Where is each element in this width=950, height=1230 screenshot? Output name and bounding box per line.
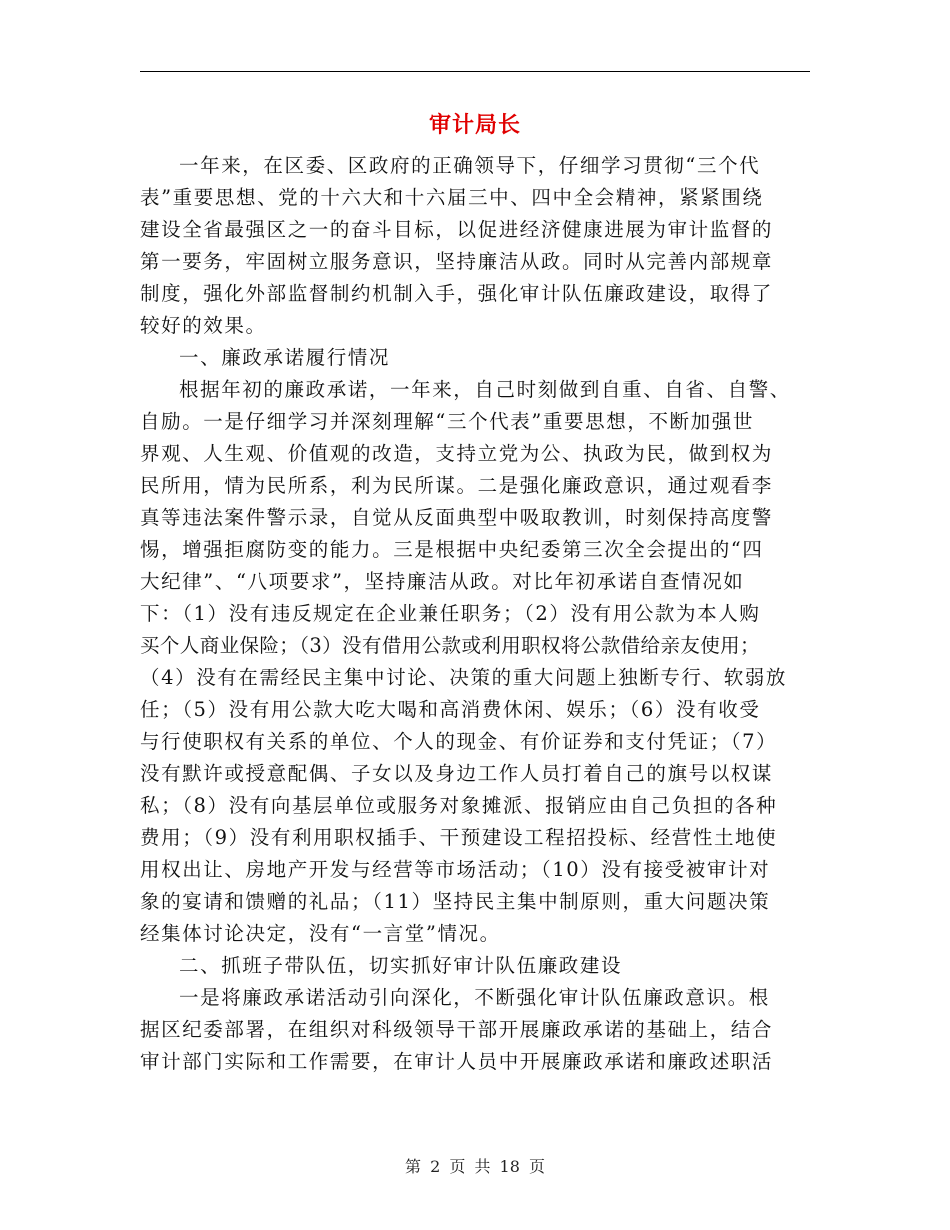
paragraph-line: 审计部门实际和工作需要，在审计人员中开展廉政承诺和廉政述职活	[140, 1050, 774, 1073]
paragraph-line: 建设全省最强区之一的奋斗目标，以促进经济健康进展为审计监督的	[140, 218, 774, 241]
section-heading: 二、抓班子带队伍，切实抓好审计队伍廉政建设	[179, 954, 623, 977]
page-number: 第 2 页 共 18 页	[405, 1157, 545, 1176]
paragraph-line: 较好的效果。	[140, 314, 267, 337]
paragraph-line: 惕，增强拒腐防变的能力。三是根据中央纪委第三次全会提出的“四	[140, 538, 764, 561]
section-heading: 一、廉政承诺履行情况	[179, 346, 391, 369]
paragraph-line: 民所用，情为民所系，利为民所谋。二是强化廉政意识，通过观看李	[140, 474, 774, 497]
paragraph-line: 象的宴请和馈赠的礼品；（11）坚持民主集中制原则，重大问题决策	[140, 890, 771, 913]
paragraph-line: 与行使职权有关系的单位、个人的现金、有价证券和支付凭证；（7）	[140, 730, 778, 753]
paragraph-line: 表”重要思想、党的十六大和十六届三中、四中全会精神，紧紧围绕	[140, 186, 764, 209]
paragraph-line: 一是将廉政承诺活动引向深化，不断强化审计队伍廉政意识。根	[179, 986, 770, 1009]
header-rule	[140, 71, 810, 72]
document-body	[140, 150, 810, 1078]
paragraph-line: 没有默许或授意配偶、子女以及身边工作人员打着自己的旗号以权谋	[140, 762, 774, 785]
paragraph-line: 下：（1）没有违反规定在企业兼任职务；（2）没有用公款为本人购	[140, 602, 761, 625]
paragraph-line: 一年来，在区委、区政府的正确领导下，仔细学习贯彻“三个代	[179, 154, 761, 177]
paragraph-line: 真等违法案件警示录，自觉从反面典型中吸取教训，时刻保持高度警	[140, 506, 774, 529]
paragraph-line: 第一要务，牢固树立服务意识，坚持廉洁从政。同时从完善内部规章	[140, 250, 774, 273]
paragraph-line: 费用；（9）没有利用职权插手、干预建设工程招投标、经营性土地使	[140, 826, 778, 849]
paragraph-line: 用权出让、房地产开发与经营等市场活动；（10）没有接受被审计对	[140, 858, 771, 881]
paragraph-line: 制度，强化外部监督制约机制入手，强化审计队伍廉政建设，取得了	[140, 282, 774, 305]
paragraph-line: 据区纪委部署，在组织对科级领导干部开展廉政承诺的基础上，结合	[140, 1018, 774, 1041]
paragraph-line: 买个人商业保险；（3）没有借用公款或利用职权将公款借给亲友使用；	[140, 634, 760, 657]
paragraph-line: 根据年初的廉政承诺，一年来，自己时刻做到自重、自省、自警、	[179, 378, 791, 401]
paragraph-line: 经集体讨论决定，没有“一言堂”情况。	[140, 922, 501, 945]
paragraph-line: （4）没有在需经民主集中讨论、决策的重大问题上独断专行、软弱放	[140, 666, 788, 689]
paragraph-line: 私；（8）没有向基层单位或服务对象摊派、报销应由自己负担的各种	[140, 794, 778, 817]
paragraph-line: 大纪律”、“八项要求”，坚持廉洁从政。对比年初承诺自查情况如	[140, 570, 745, 593]
paragraph-line: 界观、人生观、价值观的改造，支持立党为公、执政为民，做到权为	[140, 442, 774, 465]
paragraph-line: 任；（5）没有用公款大吃大喝和高消费休闲、娱乐；（6）没有收受	[140, 698, 761, 721]
paragraph-line: 自励。一是仔细学习并深刻理解“三个代表”重要思想，不断加强世	[140, 410, 754, 433]
document-title: 审计局长	[428, 113, 521, 138]
